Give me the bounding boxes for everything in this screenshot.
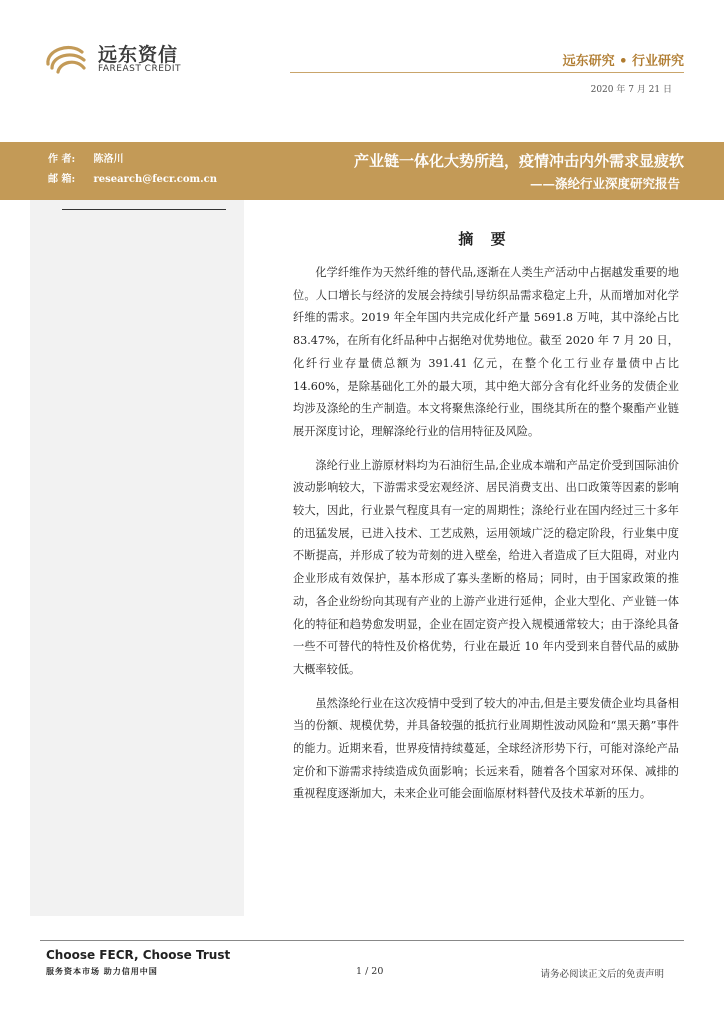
company-logo (40, 38, 210, 78)
email-line (48, 170, 217, 185)
abstract-paragraph: 化学纤维作为天然纤维的替代品,逐渐在人类生产活动中占据越发重要的地位。人口增长与经济的发展会持续引导纺织品需求稳定上升，从而增加对化学纤维的需求。2019 年全年国内共完成化纤产量 5691.8 万吨，其中涤纶占比 83.47%，在所有化纤品种中占据绝对优势地位。截至 2020 年 7 月 20 日，化纤行业存量债总额为 391.41 亿元，在整个化工行业存量债中占比 14.60%，是除基础化工外的最大项，其中绝大部分含有化纤业务的发债企业均涉及涤纶的生产制造。本文将聚焦涤纶行业，围绕其所在的整个聚酯产业链展开深度讨论，理解涤纶行业的信用特征及风险。 (293, 266, 679, 438)
report-series: 远东研究 • 行业研究 (562, 54, 684, 69)
page-number: 1 / 20 (356, 966, 384, 977)
footer-disclaimer: 请务必阅读正文后的免责声明 (540, 969, 664, 980)
left-sidebar (30, 200, 244, 916)
footer-tagline: 服务资本市场 助力信用中国 (46, 966, 158, 976)
abstract-paragraph: 涤纶行业上游原材料均为石油衍生品,企业成本端和产品定价受到国际油价波动影响较大，下游需求受宏观经济、居民消费支出、出口政策等因素的影响较大，因此，行业景气程度具有一定的周期性；涤纶行业在国内经过三十多年的迅猛发展，已进入技术、工艺成熟，运用领域广泛的稳定阶段，行业集中度不断提高，并形成了较为苛刻的进入壁垒，给进入者造成了巨大阻碍，对业内企业形成有效保护，基本形成了寡头垄断的格局；同时，由于国家政策的推动，各企业纷纷向其现有产业的上游产业进行延伸，企业大型化、产业链一体化的特征和趋势愈发明显，企业在固定资产投入规模通常较大；由于涤纶具备一些不可替代的特性及价格优势，行业在最近 10 年内受到来自替代品的威胁大概率较低。 (293, 458, 679, 676)
logo-name-en: FAREAST CREDIT (98, 64, 181, 74)
footer-divider (40, 940, 684, 941)
report-subtitle: ——涤纶行业深度研究报告 (529, 176, 680, 191)
footer-slogan: Choose FECR, Choose Trust (46, 948, 231, 962)
email-address[interactable]: research@fecr.com.cn (93, 174, 217, 185)
report-title: 产业链一体化大势所趋，疫情冲击内外需求显疲软 (353, 152, 684, 170)
logo-name-cn: 远东资信 (98, 44, 179, 66)
fareast-credit-logo-icon (40, 38, 90, 78)
report-date: 2020 年 7 月 21 日 (590, 85, 672, 95)
header-divider (290, 72, 684, 73)
sidebar-divider (62, 209, 226, 210)
author-name: 陈洛川 (93, 154, 124, 165)
abstract-heading: 摘 要 (458, 230, 512, 248)
email-label: 邮 箱: (48, 174, 76, 185)
abstract-paragraph: 虽然涤纶行业在这次疫情中受到了较大的冲击,但是主要发债企业均具备相当的份额、规模优势，并具备较强的抵抗行业周期性波动风险和“黑天鹅”事件的能力。近期来看，世界疫情持续蔓延，全球经济形势下行，可能对涤纶产品定价和下游需求持续造成负面影响；长远来看，随着各个国家对环保、减排的重视程度逐渐加大，未来企业可能会面临原材料替代及技术革新的压力。 (293, 696, 679, 801)
author-label: 作 者: (48, 154, 76, 165)
author-line (48, 150, 123, 165)
abstract-body (293, 262, 679, 817)
